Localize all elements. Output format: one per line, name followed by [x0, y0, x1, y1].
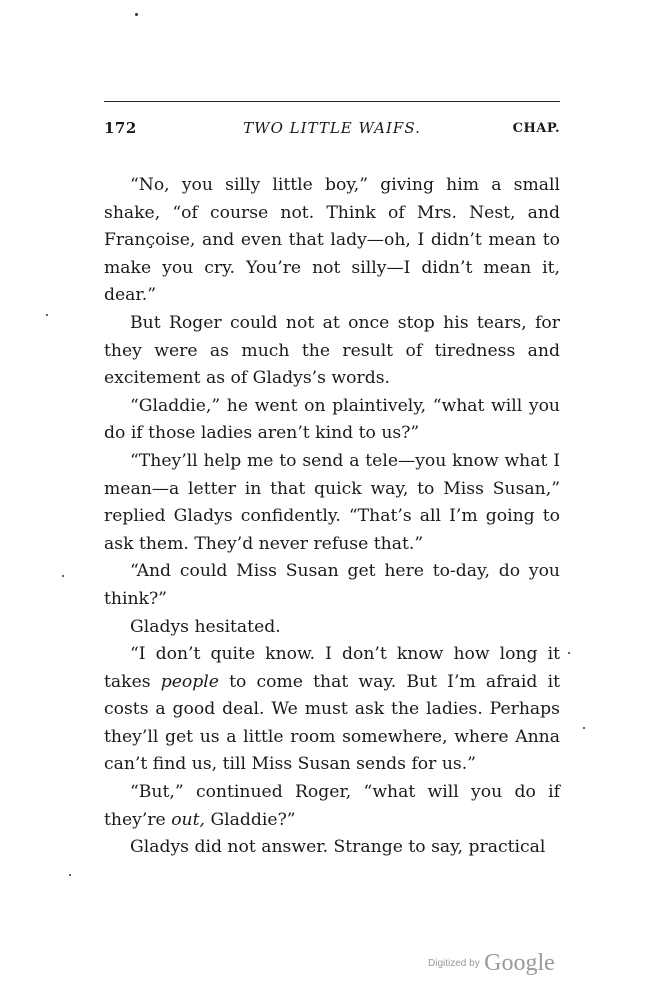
paragraph-text: “I don’t quite know. I don’t know how long it takes [104, 644, 560, 692]
digitized-by-label: Digitized by [428, 958, 480, 969]
ink-speck [568, 652, 570, 654]
paragraph: Gladys hesitated. [130, 616, 281, 637]
ink-speck [62, 575, 64, 577]
italic-word: people [160, 671, 219, 692]
paragraph-text: Gladdie?” [204, 809, 296, 830]
ink-speck [69, 874, 71, 876]
paragraph [104, 779, 560, 834]
chapter-label: CHAP. [512, 121, 560, 136]
paragraph: “No, you silly little boy,” giving him a small shake, “of course not. Think of Mrs. Nest, and Françoise, and even that lady—oh, I didn’t mean to make you cry. You’re not silly—I didn’t mean it, dear.” [104, 175, 560, 306]
paragraph: But Roger could not at once stop his tears, for they were as much the result of tiredness and excitement as of Gladys’s words. [104, 312, 560, 389]
page-number: 172 [104, 119, 137, 137]
running-head [104, 115, 560, 137]
google-logo: Google [484, 950, 555, 976]
ink-speck [46, 314, 48, 316]
paragraph: Gladys did not answer. Strange to say, practical [130, 837, 546, 858]
italic-word: out, [171, 809, 205, 830]
ink-speck [135, 13, 138, 16]
paragraph: “They’ll help me to send a tele—you know what I mean—a letter in that quick way, to Miss Susan,” replied Gladys confidently. “That’s all I’m going to ask them. They’d never refuse that.” [104, 450, 560, 554]
digitized-watermark [428, 950, 555, 977]
paragraph-text: to come that way. But I’m afraid it costs a good deal. We must ask the ladies. Perhaps they’ll get us a little room somewhere, where Anna can’t find us, till Miss Susan sends for us.” [104, 671, 560, 775]
paragraph [104, 641, 560, 779]
book-title: TWO LITTLE WAIFS. [243, 119, 421, 137]
header-rule [104, 101, 560, 102]
paragraph: “And could Miss Susan get here to-day, do you think?” [104, 561, 560, 609]
paragraph: “Gladdie,” he went on plaintively, “what will you do if those ladies aren’t kind to us?” [104, 395, 560, 444]
body-text [104, 172, 560, 862]
paragraph-text: “But,” continued Roger, “what will you do if they’re [104, 782, 560, 830]
ink-speck [583, 727, 585, 729]
